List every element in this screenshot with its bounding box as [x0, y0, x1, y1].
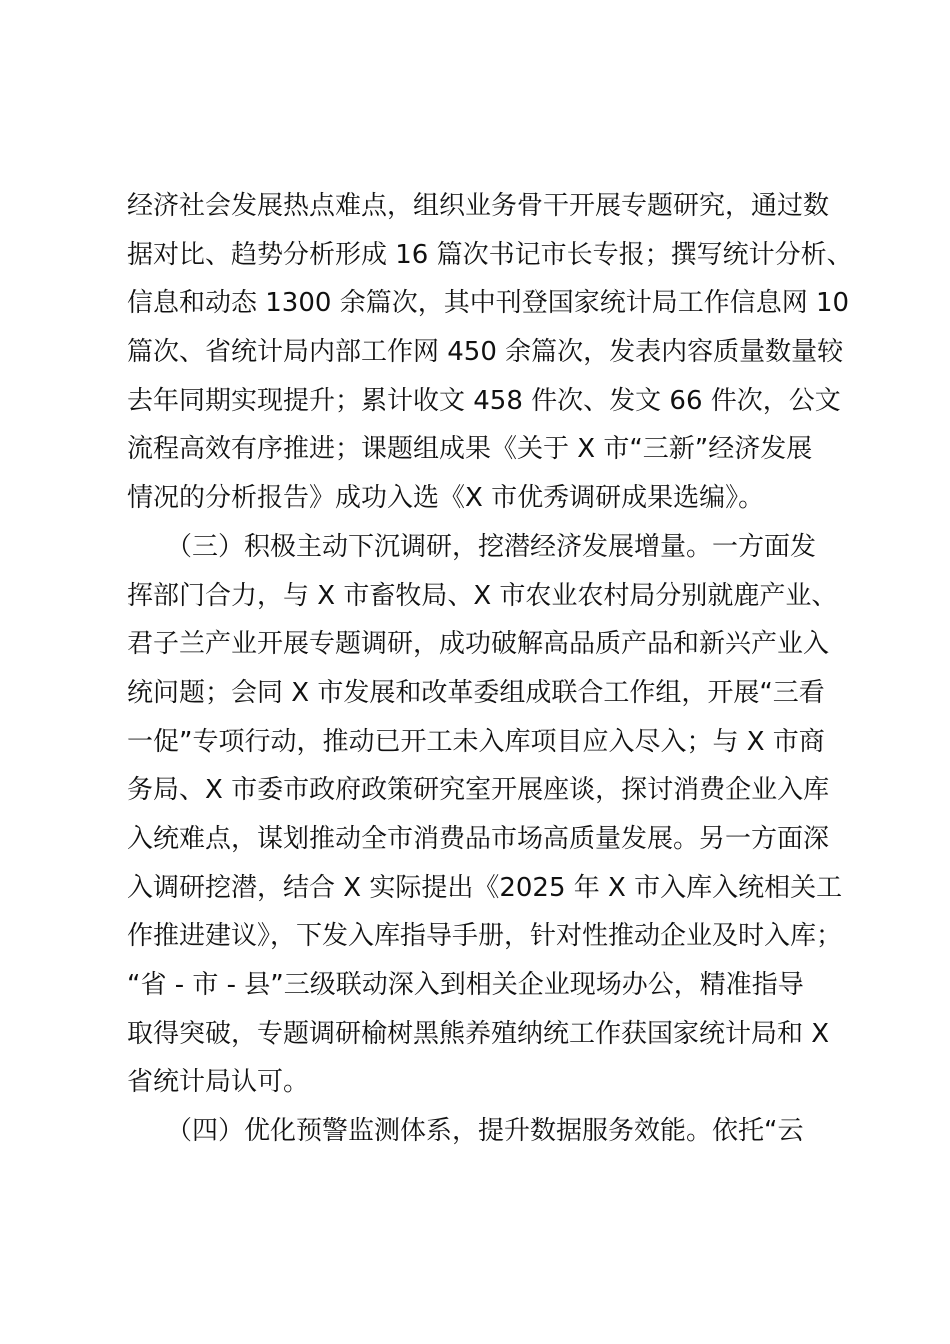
text-line: 统问题；会同 X 市发展和改革委组成联合工作组，开展“三看: [127, 677, 825, 708]
text-line: 篇次、省统计局内部工作网 450 余篇次，发表内容质量数量较: [127, 337, 844, 368]
section-heading-line: （三）积极主动下沉调研，挖潜经济发展增量。一方面发: [127, 531, 817, 562]
text-line: 入调研挖潜，结合 X 实际提出《2025 年 X 市入库入统相关工: [127, 872, 843, 903]
text-line: 流程高效有序推进；课题组成果《关于 X 市“三新”经济发展: [127, 434, 813, 465]
text-line: 经济社会发展热点难点，组织业务骨干开展专题研究，通过数: [127, 191, 830, 221]
text-line: 据对比、趋势分析形成 16 篇次书记市长专报；撰写统计分析、: [127, 239, 853, 270]
text-line: 挥部门合力，与 X 市畜牧局、X 市农业农村局分别就鹿产业、: [127, 580, 838, 611]
text-line: 作推进建议》，下发入库指导手册，针对性推动企业及时入库；: [127, 921, 843, 952]
document-body: [127, 182, 862, 1156]
text-line: 一促”专项行动，推动已开工未入库项目应入尽入；与 X 市商: [127, 726, 825, 757]
text-line: 入统难点，谋划推动全市消费品市场高质量发展。另一方面深: [127, 823, 830, 854]
text-line: “省 - 市 - 县”三级联动深入到相关企业现场办公，精准指导: [127, 970, 804, 1000]
text-line: 情况的分析报告》成功入选《X 市优秀调研成果选编》。: [127, 483, 765, 514]
text-line: 省统计局认可。: [127, 1067, 310, 1098]
section-heading-line: （四）优化预警监测体系，提升数据服务效能。依托“云: [127, 1116, 804, 1147]
text-line: 务局、X 市委市政府政策研究室开展座谈，探讨消费企业入库: [127, 775, 830, 806]
text-line: 君子兰产业开展专题调研，成功破解高品质产品和新兴产业入: [127, 629, 830, 660]
text-line: 去年同期实现提升；累计收文 458 件次、发文 66 件次，公文: [127, 385, 841, 416]
text-line: 信息和动态 1300 余篇次，其中刊登国家统计局工作信息网 10: [127, 288, 850, 319]
text-line: 取得突破，专题调研榆树黑熊养殖纳统工作获国家统计局和 X: [127, 1018, 830, 1049]
